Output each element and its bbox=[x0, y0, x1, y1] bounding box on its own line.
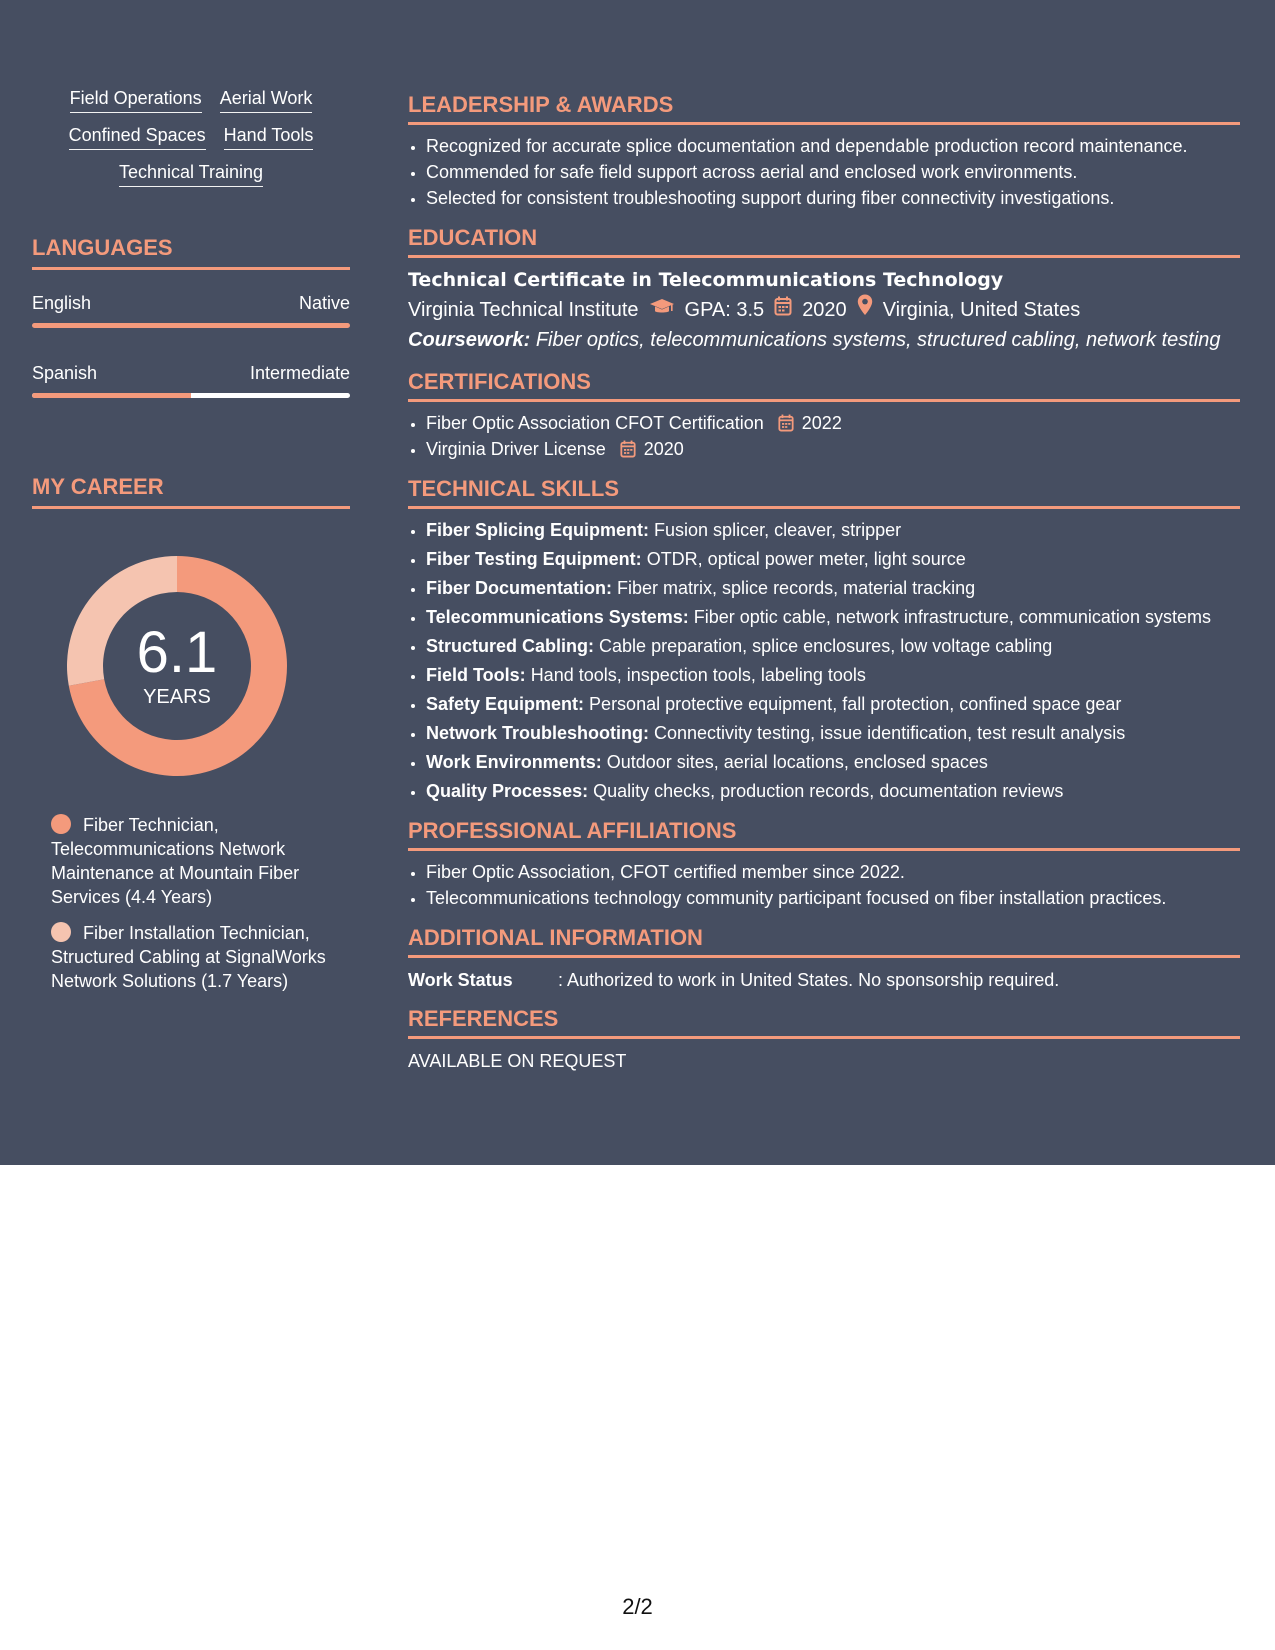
education-heading: EDUCATION bbox=[408, 225, 1240, 258]
list-item bbox=[426, 517, 1240, 543]
location-pin-icon bbox=[857, 294, 873, 325]
skill-label: Fiber Documentation: bbox=[426, 578, 613, 598]
skill-text: Outdoor sites, aerial locations, enclosed spaces bbox=[606, 752, 988, 772]
work-status-value: : Authorized to work in United States. No sponsorship required. bbox=[558, 970, 1060, 990]
list-item: • Fiber Optic Association, CFOT certified member since 2022. bbox=[426, 859, 1240, 885]
language-name: English bbox=[32, 293, 92, 313]
education-meta bbox=[408, 294, 1240, 325]
coursework-text: Fiber optics, telecommunications systems, structured cabling, network testing bbox=[535, 329, 1221, 351]
skill-label: Field Tools: bbox=[426, 665, 526, 685]
skill-label: Network Troubleshooting: bbox=[426, 723, 649, 743]
list-item bbox=[426, 546, 1240, 572]
graduation-cap-icon bbox=[649, 295, 675, 325]
list-item bbox=[426, 633, 1240, 659]
work-status-label: Work Status bbox=[408, 970, 513, 990]
language-name: Spanish bbox=[32, 363, 98, 383]
languages-section bbox=[32, 235, 350, 398]
certification-year: 2020 bbox=[643, 439, 684, 459]
leadership-heading: LEADERSHIP & AWARDS bbox=[408, 92, 1240, 125]
language-bar-fill bbox=[32, 393, 191, 398]
gpa: GPA: 3.5 bbox=[684, 298, 765, 321]
leadership-section bbox=[408, 92, 1240, 211]
affiliations-section bbox=[408, 818, 1240, 911]
tag-technical-training: Technical Training bbox=[119, 160, 263, 187]
career-total-unit: YEARS bbox=[143, 685, 211, 708]
list-item bbox=[426, 662, 1240, 688]
career-donut-chart bbox=[62, 551, 292, 781]
list-item bbox=[426, 749, 1240, 775]
sidebar bbox=[32, 80, 350, 1005]
certification-name: • Fiber Optic Association CFOT Certification bbox=[426, 413, 764, 433]
additional-info-section bbox=[408, 925, 1240, 992]
career-item bbox=[51, 813, 331, 909]
career-item bbox=[51, 921, 331, 993]
list-item bbox=[426, 720, 1240, 746]
calendar-icon bbox=[774, 295, 792, 325]
education-section bbox=[408, 225, 1240, 355]
list-item bbox=[426, 410, 1240, 436]
affiliations-heading: PROFESSIONAL AFFILIATIONS bbox=[408, 818, 1240, 851]
technical-skills-list bbox=[408, 517, 1240, 804]
career-item-text: Fiber Installation Technician, Structured Cabling at SignalWorks Network Solutions (1.7 Years) bbox=[51, 923, 326, 991]
degree-title: Technical Certificate in Telecommunications Technology bbox=[408, 269, 1004, 291]
skill-text: Connectivity testing, issue identification, test result analysis bbox=[654, 723, 1126, 743]
career-item-text: Fiber Technician, Telecommunications Network Maintenance at Mountain Fiber Services (4.4 Years) bbox=[51, 815, 300, 907]
career-total-years: 6.1 bbox=[136, 619, 218, 685]
additional-info-heading: ADDITIONAL INFORMATION bbox=[408, 925, 1240, 958]
skill-text: Hand tools, inspection tools, labeling tools bbox=[530, 665, 866, 685]
page-number: 2/2 bbox=[622, 1594, 653, 1619]
certifications-section bbox=[408, 369, 1240, 462]
donut-center bbox=[62, 551, 292, 781]
calendar-icon bbox=[772, 410, 794, 436]
graduation-year: 2020 bbox=[802, 298, 847, 321]
career-dot-icon bbox=[51, 814, 71, 834]
language-level: Intermediate bbox=[249, 363, 350, 383]
language-row bbox=[32, 292, 350, 314]
coursework bbox=[408, 325, 1240, 355]
list-item bbox=[426, 604, 1240, 630]
calendar-icon bbox=[614, 436, 636, 462]
list-item bbox=[426, 778, 1240, 804]
list-item bbox=[426, 575, 1240, 601]
list-item: • Recognized for accurate splice documentation and dependable production record maintenance. bbox=[426, 133, 1240, 159]
skill-text: OTDR, optical power meter, light source bbox=[646, 549, 966, 569]
skill-label: Telecommunications Systems: bbox=[426, 607, 689, 627]
skill-text: Fusion splicer, cleaver, stripper bbox=[654, 520, 902, 540]
list-item bbox=[426, 436, 1240, 462]
certifications-list bbox=[408, 410, 1240, 462]
education-location: Virginia, United States bbox=[882, 298, 1081, 321]
skill-text: Fiber matrix, splice records, material tracking bbox=[617, 578, 976, 598]
skill-text: Cable preparation, splice enclosures, low voltage cabling bbox=[599, 636, 1053, 656]
certifications-heading: CERTIFICATIONS bbox=[408, 369, 1240, 402]
language-bar bbox=[32, 323, 350, 328]
coursework-label: Coursework: bbox=[408, 329, 531, 351]
list-item: • Telecommunications technology community participant focused on fiber installation practices. bbox=[426, 885, 1240, 911]
tag-hand-tools: Hand Tools bbox=[224, 123, 314, 150]
skill-tags bbox=[32, 80, 350, 187]
skill-label: Safety Equipment: bbox=[426, 694, 585, 714]
school-name: Virginia Technical Institute bbox=[408, 298, 639, 321]
languages-heading: LANGUAGES bbox=[32, 235, 350, 270]
skill-label: Fiber Splicing Equipment: bbox=[426, 520, 650, 540]
technical-skills-section bbox=[408, 476, 1240, 804]
skill-text: Fiber optic cable, network infrastructure, communication systems bbox=[693, 607, 1211, 627]
list-item bbox=[426, 691, 1240, 717]
certification-year: 2022 bbox=[801, 413, 842, 433]
certification-name: • Virginia Driver License bbox=[426, 439, 606, 459]
language-level: Native bbox=[298, 293, 350, 313]
career-dot-icon bbox=[51, 922, 71, 942]
affiliations-list bbox=[408, 859, 1240, 911]
language-row bbox=[32, 362, 350, 384]
skill-label: Quality Processes: bbox=[426, 781, 589, 801]
language-bar-fill bbox=[32, 323, 350, 328]
leadership-list bbox=[408, 133, 1240, 211]
tag-confined-spaces: Confined Spaces bbox=[69, 123, 206, 150]
work-status-row bbox=[408, 968, 1240, 992]
references-section bbox=[408, 1006, 1240, 1072]
references-text: AVAILABLE ON REQUEST bbox=[408, 1051, 627, 1071]
list-item: • Selected for consistent troubleshooting support during fiber connectivity investigations. bbox=[426, 185, 1240, 211]
skill-label: Structured Cabling: bbox=[426, 636, 595, 656]
tag-field-operations: Field Operations bbox=[70, 86, 202, 113]
technical-skills-heading: TECHNICAL SKILLS bbox=[408, 476, 1240, 509]
references-heading: REFERENCES bbox=[408, 1006, 1240, 1039]
career-heading: MY CAREER bbox=[32, 474, 350, 509]
skill-text: Quality checks, production records, documentation reviews bbox=[593, 781, 1064, 801]
main-content bbox=[408, 92, 1240, 1086]
career-list bbox=[51, 813, 331, 993]
language-bar bbox=[32, 393, 350, 398]
list-item: • Commended for safe field support across aerial and enclosed work environments. bbox=[426, 159, 1240, 185]
skill-label: Fiber Testing Equipment: bbox=[426, 549, 642, 569]
skill-label: Work Environments: bbox=[426, 752, 602, 772]
tag-aerial-work: Aerial Work bbox=[220, 86, 313, 113]
career-section bbox=[32, 474, 350, 993]
skill-text: Personal protective equipment, fall protection, confined space gear bbox=[589, 694, 1122, 714]
